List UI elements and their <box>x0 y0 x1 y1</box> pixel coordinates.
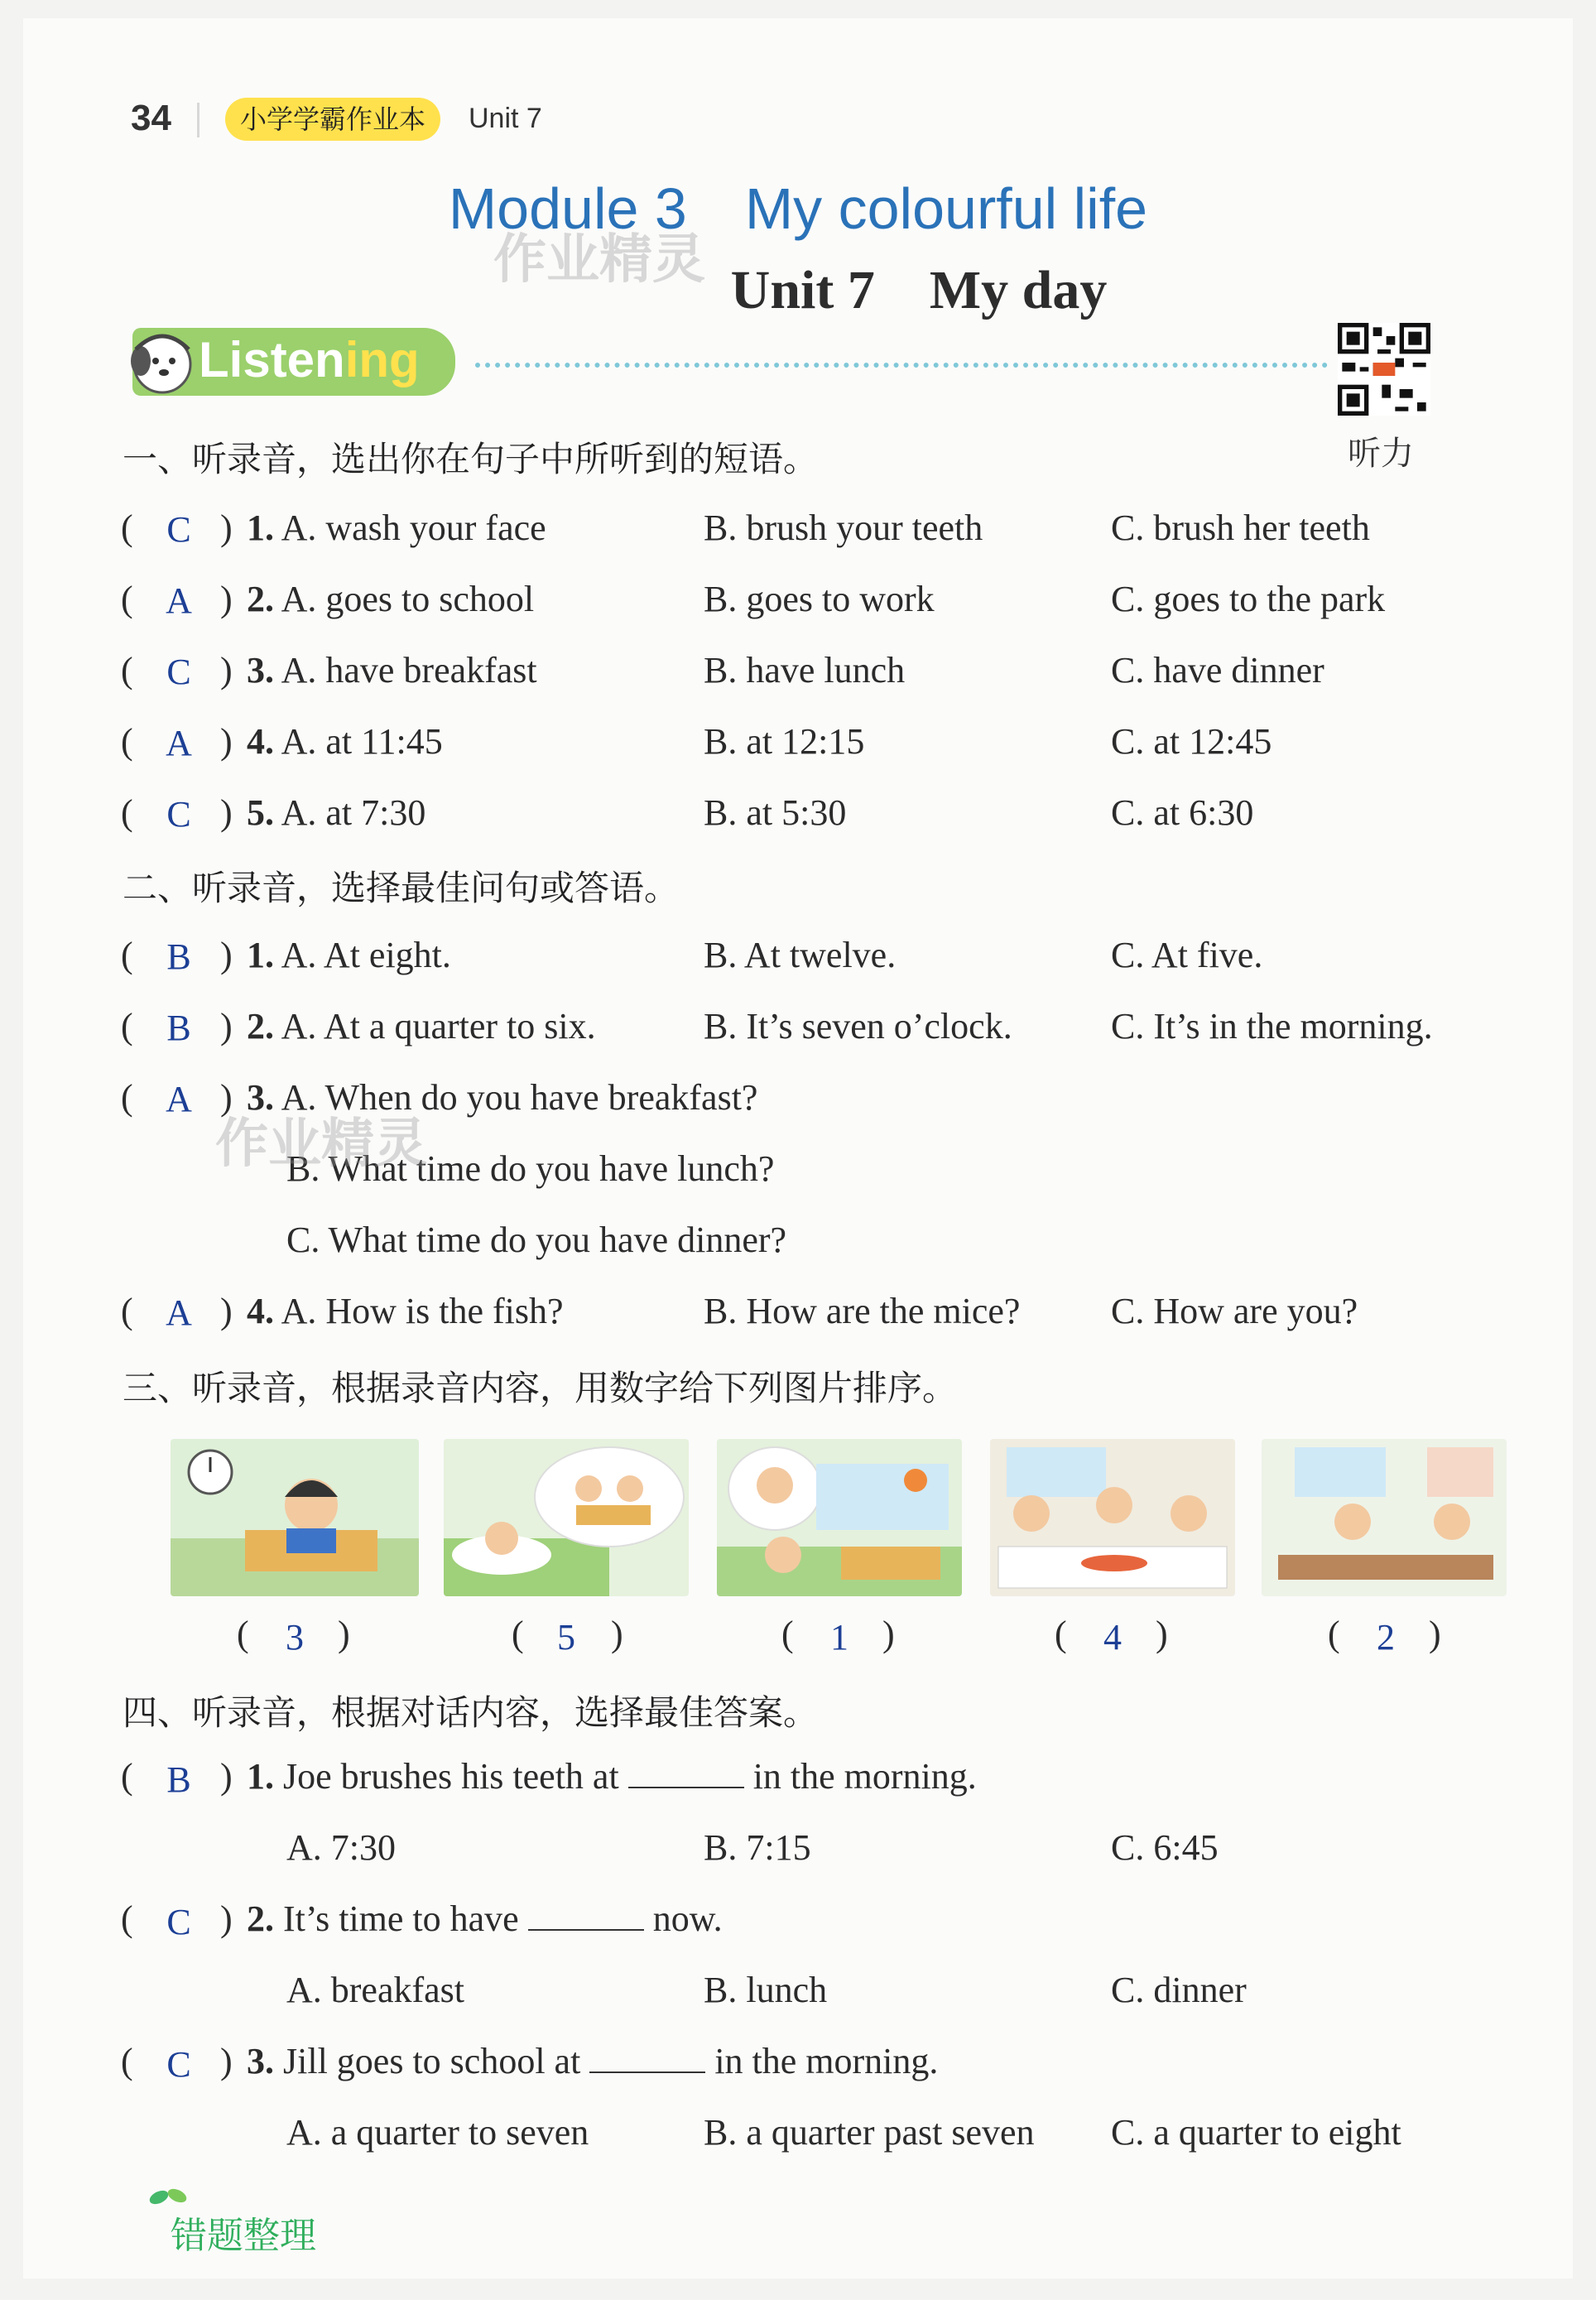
answer-mark: A <box>166 1079 192 1119</box>
answer-mark: A <box>166 580 192 621</box>
option-a: A. have breakfast <box>281 650 537 690</box>
option-b: B. At twelve. <box>704 935 897 975</box>
picture-kids-lunch-at-school <box>1262 1439 1507 1596</box>
answer-mark: C <box>166 1902 191 1942</box>
option-b: B. at 12:15 <box>704 721 865 762</box>
book-title-badge: 小学学霸作业本 <box>225 98 440 141</box>
module-title: Module 3 My colourful life <box>448 176 1148 241</box>
option-c: C. How are you? <box>1111 1291 1358 1331</box>
option-c: C. dinner <box>1111 1970 1247 2010</box>
picture-boy-at-desk <box>171 1439 419 1596</box>
answer-mark: A <box>166 723 192 763</box>
option-b: B. 7:15 <box>704 1827 811 1868</box>
mascot-icon <box>124 325 199 404</box>
option-a: A. How is the fish? <box>281 1291 564 1331</box>
question-stem: 1. Joe brushes his teeth at in the morning. <box>247 1756 977 1797</box>
option-b: B. What time do you have lunch? <box>286 1148 775 1189</box>
page-number: 34 <box>131 98 171 138</box>
picture-boy-in-bed-dreaming <box>444 1439 689 1596</box>
option-b: B. goes to work <box>704 579 935 619</box>
option-b: B. have lunch <box>704 650 906 690</box>
error-notes-label: 错题整理 <box>171 2215 316 2257</box>
option-c: C. At five. <box>1111 935 1263 975</box>
watermark: 作业精灵 <box>215 1114 427 1175</box>
order-answer: 2 <box>1377 1617 1395 1658</box>
dotted-divider <box>475 363 1328 368</box>
section-2-title: 二、听录音，选择最佳问句或答语。 <box>123 868 680 908</box>
option-c: C. at 12:45 <box>1111 721 1272 762</box>
option-c: C. have dinner <box>1111 650 1324 690</box>
answer-mark: C <box>166 509 191 550</box>
answer-mark: A <box>166 1292 192 1333</box>
section-1-title: 一、听录音，选出你在句子中所听到的短语。 <box>123 439 819 479</box>
section-4-title: 四、听录音，根据对话内容，选择最佳答案。 <box>123 1692 819 1733</box>
option-c: C. brush her teeth <box>1111 508 1370 548</box>
picture-boy-thinking-of-school <box>717 1439 962 1596</box>
section-3-title: 三、听录音，根据录音内容，用数字给下列图片排序。 <box>123 1368 958 1408</box>
option-a: A. a quarter to seven <box>286 2112 589 2153</box>
option-b: B. lunch <box>704 1970 828 2010</box>
option-b: B. at 5:30 <box>704 792 847 833</box>
option-a: A. breakfast <box>286 1970 465 2010</box>
option-a: A. At a quarter to six. <box>281 1006 596 1047</box>
option-a: A. goes to school <box>281 579 535 619</box>
listening-label: Listening <box>199 332 420 387</box>
order-answer: 5 <box>557 1617 575 1658</box>
answer-mark: B <box>166 1759 191 1800</box>
answer-mark: C <box>166 652 191 692</box>
question-row: ( <box>121 508 133 548</box>
option-c: C. at 6:30 <box>1111 792 1254 833</box>
answer-mark: C <box>166 794 191 835</box>
option-b: B. How are the mice? <box>704 1291 1021 1331</box>
option-a: A. at 11:45 <box>281 721 443 762</box>
option-c: C. goes to the park <box>1111 579 1386 619</box>
option-a: A. wash your face <box>281 508 546 548</box>
option-a: A. at 7:30 <box>281 792 426 833</box>
watermark: 作业精灵 <box>493 229 705 291</box>
option-b: B. a quarter past seven <box>704 2112 1035 2153</box>
option-c: C. What time do you have dinner? <box>286 1220 787 1260</box>
answer-mark: B <box>166 936 191 977</box>
header-unit: Unit 7 <box>469 103 542 134</box>
option-a: A. At eight. <box>281 935 451 975</box>
option-c: C. 6:45 <box>1111 1827 1219 1868</box>
order-answer: 4 <box>1103 1617 1122 1658</box>
order-answer: 1 <box>830 1617 848 1658</box>
question-number: 1. <box>247 508 274 548</box>
option-c: C. It’s in the morning. <box>1111 1006 1433 1047</box>
option-c: C. a quarter to eight <box>1111 2112 1401 2153</box>
picture-family-dinner <box>990 1439 1235 1596</box>
order-answer: 3 <box>286 1617 304 1658</box>
qr-code-icon[interactable] <box>1338 323 1430 416</box>
answer-mark: C <box>166 2044 191 2085</box>
option-a: A. When do you have breakfast? <box>281 1077 758 1118</box>
question-stem: 3. Jill goes to school at in the morning. <box>247 2041 939 2081</box>
question-stem: 2. It’s time to have now. <box>247 1898 723 1939</box>
option-b: B. brush your teeth <box>704 508 983 548</box>
header-divider <box>197 103 200 137</box>
unit-title: Unit 7 My day <box>730 260 1108 320</box>
answer-mark: B <box>166 1008 191 1048</box>
option-b: B. It’s seven o’clock. <box>704 1006 1012 1047</box>
option-a: A. 7:30 <box>286 1827 396 1868</box>
qr-caption: 听力 <box>1348 435 1414 473</box>
